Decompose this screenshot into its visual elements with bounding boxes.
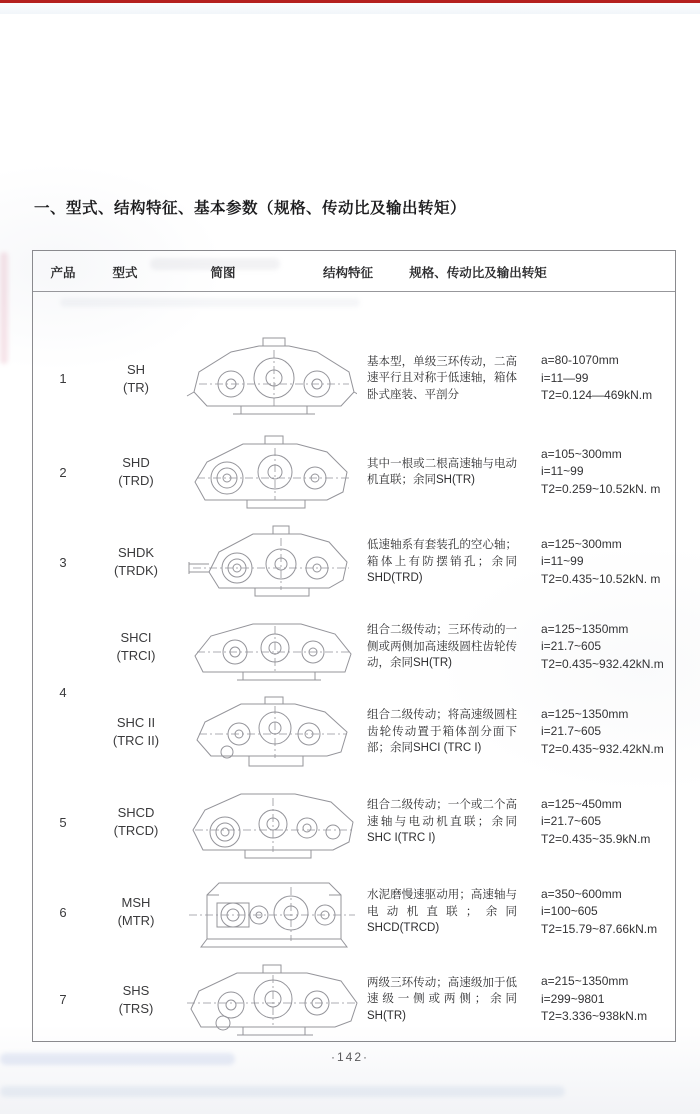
spec-t2: T2=0.435~35.9kN.m — [541, 831, 651, 846]
diagram-cell — [179, 334, 363, 424]
structure-features: 组合二级传动；将高速级圆柱齿轮传动置于箱体剖分面下部；余同SHCI (TRC I) — [367, 709, 517, 755]
model-code: SHCD — [117, 805, 155, 820]
model-code: SHDK — [117, 545, 155, 560]
reducer-diagram-shd-icon — [185, 430, 357, 514]
model-code-alt: (MTR) — [117, 913, 155, 928]
model-code-alt: (TRS) — [118, 1000, 154, 1016]
diagram-cell — [179, 520, 363, 604]
spec-t2: T2=0.435~932.42kN.m — [541, 656, 664, 671]
spec-i: i=11—99 — [541, 370, 589, 385]
product-number: 3 — [59, 554, 67, 570]
parameters-table — [32, 250, 676, 1042]
spec-i: i=100~605 — [541, 904, 598, 919]
model-code-alt: (TR) — [123, 379, 149, 395]
reducer-diagram-shcd-icon — [185, 780, 357, 864]
table-row — [33, 292, 675, 427]
product-number: 7 — [59, 992, 67, 1007]
col-header-features: 结构特征 — [322, 266, 374, 280]
spec-cell — [533, 706, 675, 759]
spec-i: i=299~9801 — [541, 991, 605, 1006]
product-number: 5 — [59, 814, 67, 830]
row-group-body — [93, 607, 675, 777]
spec-a: a=215~1350mm — [541, 974, 629, 989]
diagram-cell — [179, 780, 363, 864]
model-cell — [93, 544, 179, 580]
spec-t2: T2=0.259~10.52kN. m — [541, 481, 661, 496]
spec-i: i=21.7~605 — [541, 724, 602, 739]
model-code: MSH — [121, 895, 151, 910]
model-cell — [93, 629, 179, 665]
spec-cell — [533, 886, 675, 939]
spec-a: a=125~1350mm — [541, 621, 629, 636]
scan-artifact — [0, 252, 8, 364]
spec-a: a=350~600mm — [541, 886, 622, 901]
structure-features: 低速轴系有套装孔的空心轴；箱体上有防摆销孔；余同SHD(TRD) — [367, 539, 517, 585]
reducer-diagram-shc2-icon — [185, 690, 357, 774]
model-code: SH — [126, 361, 146, 377]
spec-cell — [533, 973, 675, 1026]
model-code: SHC II — [116, 715, 156, 730]
product-number: 1 — [59, 371, 67, 386]
product-number: 6 — [59, 904, 67, 920]
spec-a: a=80-1070mm — [541, 353, 619, 368]
spec-cell — [533, 352, 675, 405]
scan-artifact — [0, 1053, 235, 1065]
spec-a: a=125~1350mm — [541, 706, 629, 721]
table-row — [33, 427, 675, 517]
spec-a: a=125~450mm — [541, 796, 622, 811]
col-header-model: 型式 — [112, 266, 138, 280]
spec-cell — [533, 621, 675, 674]
model-cell — [93, 454, 179, 490]
col-header-diagram: 简图 — [210, 266, 236, 280]
table-row — [93, 607, 675, 687]
table-row — [33, 777, 675, 867]
col-header-product: 产品 — [50, 266, 76, 280]
spec-a: a=105~300mm — [541, 446, 622, 461]
spec-t2: T2=0.435~10.52kN. m — [541, 571, 661, 586]
reducer-diagram-sh-icon — [185, 334, 357, 424]
scan-artifact — [0, 1086, 565, 1097]
structure-features: 组合二级传动；一个或二个高速轴与电动机直联；余同SHC I(TRC I) — [367, 799, 517, 845]
model-cell — [93, 982, 179, 1018]
table-row-group — [33, 607, 675, 777]
spec-a: a=125~300mm — [541, 536, 622, 551]
model-code-alt: (TRDK) — [113, 563, 159, 578]
structure-features: 两级三环传动；高速级加于低速级一侧或两侧；余同SH(TR) — [367, 976, 517, 1022]
col-header-specs: 规格、传动比及输出转矩 — [409, 266, 547, 280]
spec-i: i=21.7~605 — [541, 639, 602, 654]
spec-cell — [533, 446, 675, 499]
spec-i: i=21.7~605 — [541, 814, 602, 829]
structure-features: 水泥磨慢速驱动用；高速轴与电动机直联；余同SHCD(TRCD) — [367, 889, 517, 935]
model-cell — [93, 361, 179, 397]
spec-t2: T2=3.336~938kN.m — [541, 1009, 648, 1024]
spec-cell — [533, 796, 675, 849]
table-row — [33, 517, 675, 607]
spec-cell — [533, 536, 675, 589]
model-cell — [93, 714, 179, 750]
section-title: 一、型式、结构特征、基本参数（规格、传动比及输出转矩） — [34, 200, 467, 217]
spec-t2: T2=15.79~87.66kN.m — [541, 921, 658, 936]
model-code-alt: (TRCI) — [116, 648, 156, 663]
diagram-cell — [179, 430, 363, 514]
product-number: 2 — [59, 464, 67, 480]
product-number: 4 — [59, 684, 67, 700]
model-code: SHS — [122, 982, 150, 998]
diagram-cell — [179, 869, 363, 955]
table-row — [33, 957, 675, 1042]
table-header-row — [33, 251, 675, 292]
spec-i: i=11~99 — [541, 464, 584, 479]
diagram-cell — [179, 690, 363, 774]
model-cell — [93, 894, 179, 930]
table-row — [93, 687, 675, 777]
top-red-rule — [0, 0, 700, 3]
model-code: SHD — [122, 455, 150, 470]
reducer-diagram-shs-icon — [181, 959, 361, 1041]
table-row — [33, 867, 675, 957]
spec-i: i=11~99 — [541, 554, 584, 569]
model-code: SHCI — [120, 630, 152, 645]
model-code-alt: (TRC II) — [112, 733, 160, 748]
reducer-diagram-msh-icon — [181, 869, 361, 955]
structure-features: 其中一根或二根高速轴与电动机直联；余同SH(TR) — [367, 457, 517, 486]
model-code-alt: (TRD) — [118, 473, 154, 488]
reducer-diagram-shdk-icon — [185, 520, 357, 604]
diagram-cell — [179, 610, 363, 684]
spec-t2: T2=0.435~932.42kN.m — [541, 741, 664, 756]
model-code-alt: (TRCD) — [113, 823, 159, 838]
reducer-diagram-shci-icon — [185, 610, 357, 684]
structure-features: 组合二级传动；三环传动的一侧或两侧加高速级圆柱齿轮传动，余同SH(TR) — [367, 624, 517, 670]
structure-features: 基本型，单级三环传动，二高速平行且对称于低速轴，箱体卧式座装、平剖分 — [367, 355, 517, 401]
diagram-cell — [179, 959, 363, 1041]
spec-t2: T2=0.124—469kN.m — [541, 388, 653, 403]
page-number: ·142· — [330, 1050, 369, 1064]
model-cell — [93, 804, 179, 840]
